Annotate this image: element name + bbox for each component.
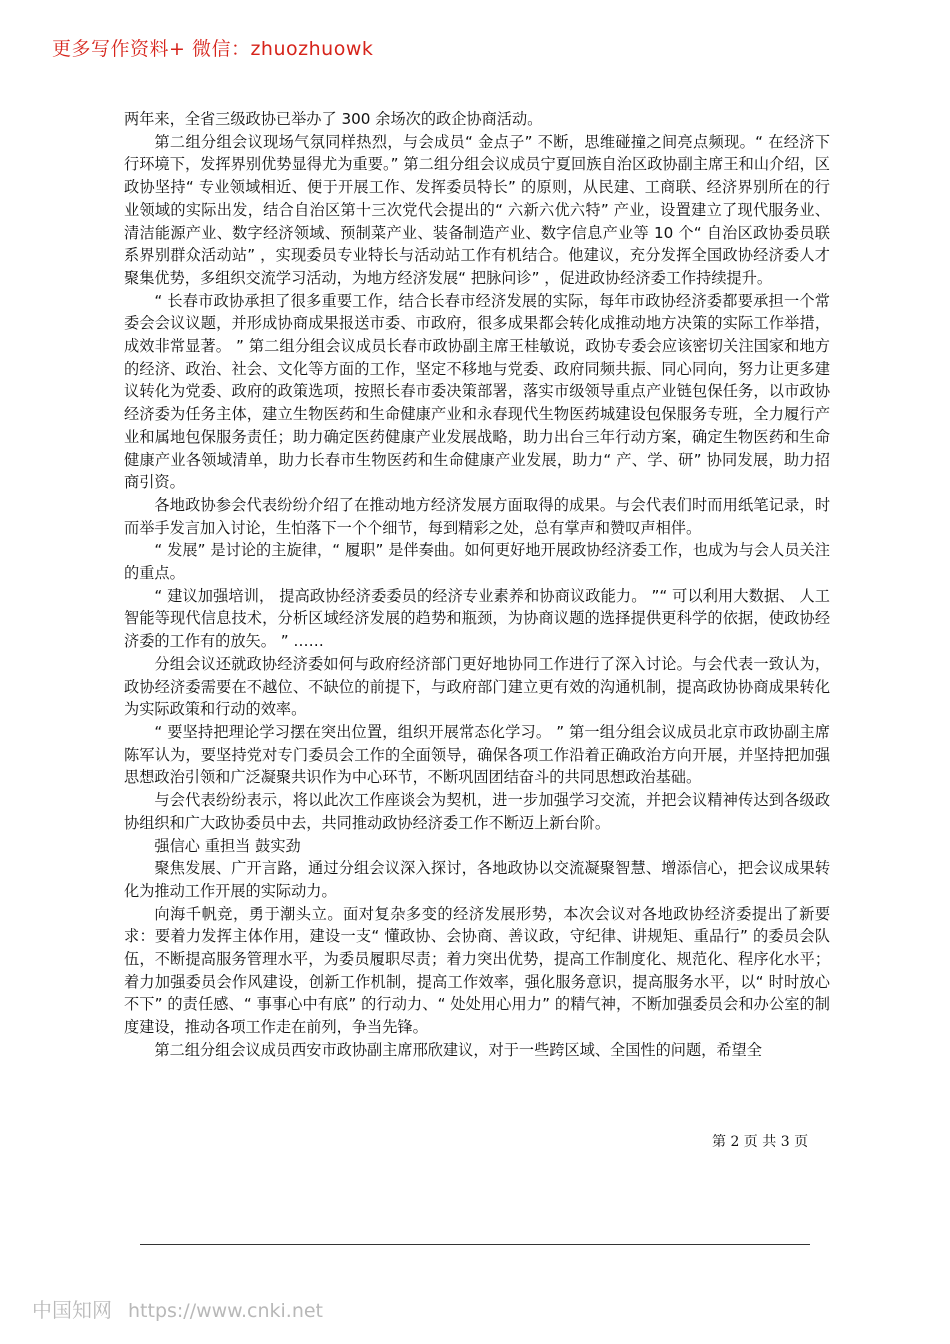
paragraph-6: “ 建议加强培训， 提高政协经济委委员的经济专业素养和协商议政能力。 ”“ 可以利用大数据、 人工智能等现代信息技术，分析区域经济发展的趋势和瓶颈，为协商议题的选择提供更科学的依据，使政协经济委的工作有的放矢。 ” ……	[124, 586, 830, 651]
page-number: 第 2 页 共 3 页	[712, 1134, 809, 1150]
paragraph-4: 各地政协参会代表纷纷介绍了在推动地方经济发展方面取得的成果。与会代表们时而用纸笔记录，时而举手发言加入讨论，生怕落下一个个细节，每到精彩之处，总有掌声和赞叹声相伴。	[124, 495, 830, 537]
paragraph-3: “ 长春市政协承担了很多重要工作，结合长春市经济发展的实际，每年市政协经济委都要承担一个常委会会议议题，并形成协商成果报送市委、市政府，很多成果都会转化成推动地方决策的实际工作举措，成效非常显著。 ” 第二组分组会议成员长春市政协副主席王桂敏说，政协专委会应该密切关注国家和地方的经济、政治、社会、文化等方面的工作，坚定不移地与党委、政府同频共振、同心同向，努力让更多建议转化为党委、政府的政策选项，按照长春市委决策部署，落实市级领导重点产业链包保任务，以市政协经济委为任务主体，建立生物医药和生命健康产业和永春现代生物医药城建设包保服务专班，全力履行产业和属地包保服务责任；助力确定医药健康产业发展战略，助力出台三年行动方案，确定生物医药和生命健康产业各领域清单，助力长春市生物医药和生命健康产业发展，助力“ 产、学、研” 协同发展，助力招商引资。	[124, 291, 830, 492]
paragraph-8: “ 要坚持把理论学习摆在突出位置，组织开展常态化学习。 ” 第一组分组会议成员北京市政协副主席陈军认为，要坚持党对专门委员会工作的全面领导，确保各项工作沿着正确政治方向开展，并坚持把加强思想政治引领和广泛凝聚共识作为中心环节，不断巩固团结奋斗的共同思想政治基础。	[124, 722, 830, 787]
paragraph-9: 与会代表纷纷表示，将以此次工作座谈会为契机，进一步加强学习交流，并把会议精神传达到各级政协组织和广大政协委员中去，共同推动政协经济委工作不断迈上新台阶。	[124, 791, 830, 832]
promo-header-link[interactable]: 更多写作资料+ 微信：zhuozhuowk	[52, 38, 374, 60]
watermark-url: https://www.cnki.net	[128, 1300, 324, 1322]
paragraph-12: 第二组分组会议成员西安市政协副主席邢欣建议，对于一些跨区域、全国性的问题，希望全	[154, 1040, 762, 1059]
paragraph-7: 分组会议还就政协经济委如何与政府经济部门更好地协同工作进行了深入讨论。与会代表一致认为，政协经济委需要在不越位、不缺位的前提下，与政府部门建立更有效的沟通机制，提高政协协商成果转化为实际政策和行动的效率。	[124, 654, 830, 719]
paragraph-2: 第二组分组会议现场气氛同样热烈，与会成员“ 金点子” 不断，思维碰撞之间亮点频现。“ 在经济下行环境下，发挥界别优势显得尤为重要。” 第二组分组会议成员宁夏回族自治区政协副主席王和山介绍，区政协坚持“ 专业领域相近、便于开展工作、发挥委员特长” 的原则，从民建、工商联、经济界别所在的行业领域的实际出发，结合自治区第十三次党代会提出的“ 六新六优六特” 产业，设置建立了现代服务业、清洁能源产业、数字经济领域、预制菜产业、装备制造产业、数字信息产业等 10 个“ 自治区政协委员联系界别群众活动站” ，实现委员专业特长与活动站工作有机结合。他建议，充分发挥全国政协经济委人才聚集优势，多组织交流学习活动，为地方经济发展“ 把脉问诊” ，促进政协经济委工作持续提升。	[124, 132, 830, 287]
paragraph-5: “ 发展” 是讨论的主旋律，“ 履职” 是伴奏曲。如何更好地开展政协经济委工作，也成为与会人员关注的重点。	[124, 541, 830, 583]
paragraph-11: 向海千帆竞，勇于潮头立。面对复杂多变的经济发展形势，本次会议对各地政协经济委提出了新要求：要着力发挥主体作用，建设一支“ 懂政协、会协商、善议政，守纪律、讲规矩、重品行” 的委员会队伍，不断提高服务管理水平，为委员履职尽责；着力突出优势，提高工作制度化、规范化、程序化水平；着力加强委员会作风建设，创新工作机制，提高工作效率，强化服务意识，提高服务水平，以“ 时时放心不下” 的责任感、“ 事事心中有底” 的行动力、“ 处处用心用力” 的精气神，不断加强委员会和办公室的制度建设，推动各项工作走在前列，争当先锋。	[124, 904, 830, 1037]
footer-divider	[140, 1244, 810, 1245]
paragraph-1: 两年来，全省三级政协已举办了 300 余场次的政企协商活动。	[124, 110, 543, 128]
document-body	[124, 108, 830, 1062]
paragraph-10: 聚焦发展、广开言路，通过分组会议深入探讨，各地政协以交流凝聚智慧、增添信心，把会议成果转化为推动工作开展的实际动力。	[124, 859, 830, 900]
cnki-watermark	[32, 1294, 323, 1323]
watermark-brand: 中国知网	[32, 1298, 112, 1322]
section-heading: 强信心 重担当 鼓实劲	[154, 836, 301, 855]
